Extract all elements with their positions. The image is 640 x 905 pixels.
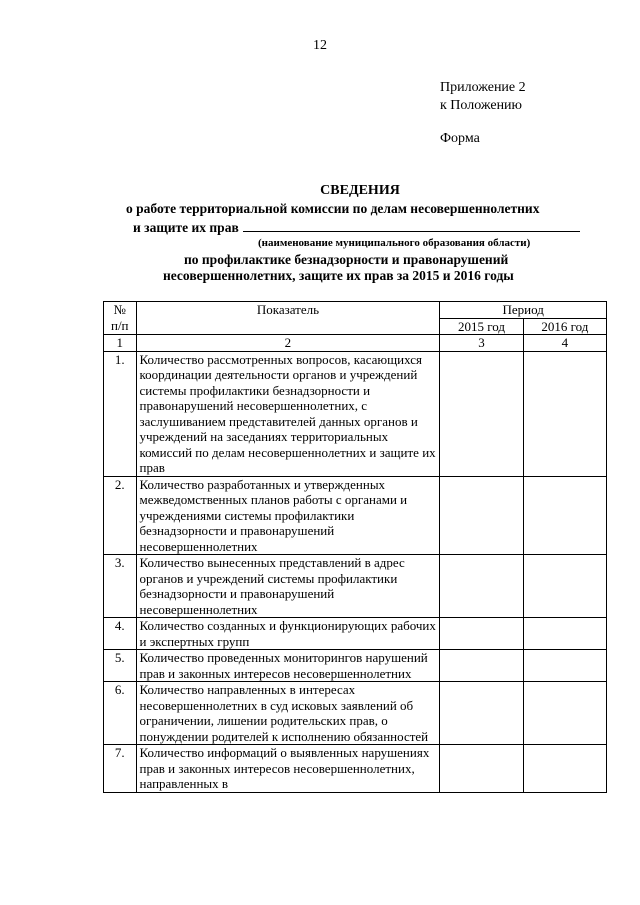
table-row: [104, 682, 607, 745]
annex-line-2: к Положению: [440, 98, 523, 113]
row-value-2015: [440, 682, 523, 745]
row-indicator: Количество разработанных и утвержденных межведомственных планов работы с органами и учреждениями системы профилактики безнадзорности и правонарушений несовершеннолетних: [136, 476, 440, 555]
row-value-2016: [523, 476, 606, 555]
row-number: 4.: [104, 618, 137, 650]
header-2015: 2015 год: [440, 318, 523, 335]
row-indicator: Количество проведенных мониторингов нарушений прав и законных интересов несовершеннолетних: [136, 650, 440, 682]
col-number-1: 1: [104, 335, 137, 352]
header-period: Период: [440, 302, 607, 319]
annex-block: [440, 79, 526, 115]
annex-line-1: Приложение 2: [440, 80, 526, 95]
row-value-2016: [523, 555, 606, 618]
table-row: [104, 476, 607, 555]
table-row: [104, 618, 607, 650]
row-indicator: Количество рассмотренных вопросов, касающихся координации деятельности органов и учреждений системы профилактики безнадзорности и правонарушений несовершеннолетних, с заслушиванием представителей данных органов и учреждений на заседаниях территориальных комиссий по делам несовершеннолетних и защите их прав: [136, 351, 440, 476]
row-number: 6.: [104, 682, 137, 745]
row-indicator: Количество направленных в интересах несовершеннолетних в суд исковых заявлений об ограничении, лишении родительских прав, о понуждении родителей к исполнению обязанностей: [136, 682, 440, 745]
document-title: СВЕДЕНИЯ: [320, 183, 400, 198]
header-num-abbrev: п/п: [110, 317, 129, 333]
form-label: Форма: [440, 131, 480, 146]
municipality-note: (наименование муниципального образования области): [258, 237, 531, 249]
table-row: [104, 745, 607, 793]
heading-line-3: по профилактике безнадзорности и правонарушений: [184, 252, 509, 267]
row-value-2015: [440, 351, 523, 476]
row-value-2016: [523, 351, 606, 476]
table-row: [104, 555, 607, 618]
heading-line-2-text: и защите их прав: [133, 220, 239, 235]
row-value-2016: [523, 618, 606, 650]
table-row: [104, 351, 607, 476]
row-indicator: Количество вынесенных представлений в адрес органов и учреждений системы профилактики безнадзорности и правонарушений несовершеннолетних: [136, 555, 440, 618]
row-indicator: Количество созданных и функционирующих рабочих и экспертных групп: [136, 618, 440, 650]
row-number: 3.: [104, 555, 137, 618]
row-indicator: Количество информаций о выявленных нарушениях прав и законных интересов несовершеннолетних, направленных в: [136, 745, 440, 793]
col-number-2: 2: [136, 335, 440, 352]
header-num-sign: №: [113, 302, 126, 317]
heading-line-2: [133, 219, 580, 236]
row-number: 7.: [104, 745, 137, 793]
row-value-2015: [440, 618, 523, 650]
header-indicator: Показатель: [136, 302, 440, 335]
row-value-2015: [440, 650, 523, 682]
row-number: 5.: [104, 650, 137, 682]
heading-line-1: о работе территориальной комиссии по делам несовершеннолетних: [126, 201, 540, 216]
row-number: 1.: [104, 351, 137, 476]
col-number-3: 3: [440, 335, 523, 352]
data-table: [103, 301, 607, 793]
row-value-2016: [523, 745, 606, 793]
heading-line-4: несовершеннолетних, защите их прав за 2015 и 2016 годы: [163, 268, 514, 283]
row-value-2016: [523, 650, 606, 682]
municipality-fill-line: [243, 219, 580, 232]
row-value-2015: [440, 476, 523, 555]
header-2016: 2016 год: [523, 318, 606, 335]
page-number: 12: [313, 38, 327, 53]
col-number-4: 4: [523, 335, 606, 352]
row-value-2015: [440, 555, 523, 618]
table-row: [104, 650, 607, 682]
row-value-2016: [523, 682, 606, 745]
row-number: 2.: [104, 476, 137, 555]
header-num: [104, 302, 137, 335]
row-value-2015: [440, 745, 523, 793]
